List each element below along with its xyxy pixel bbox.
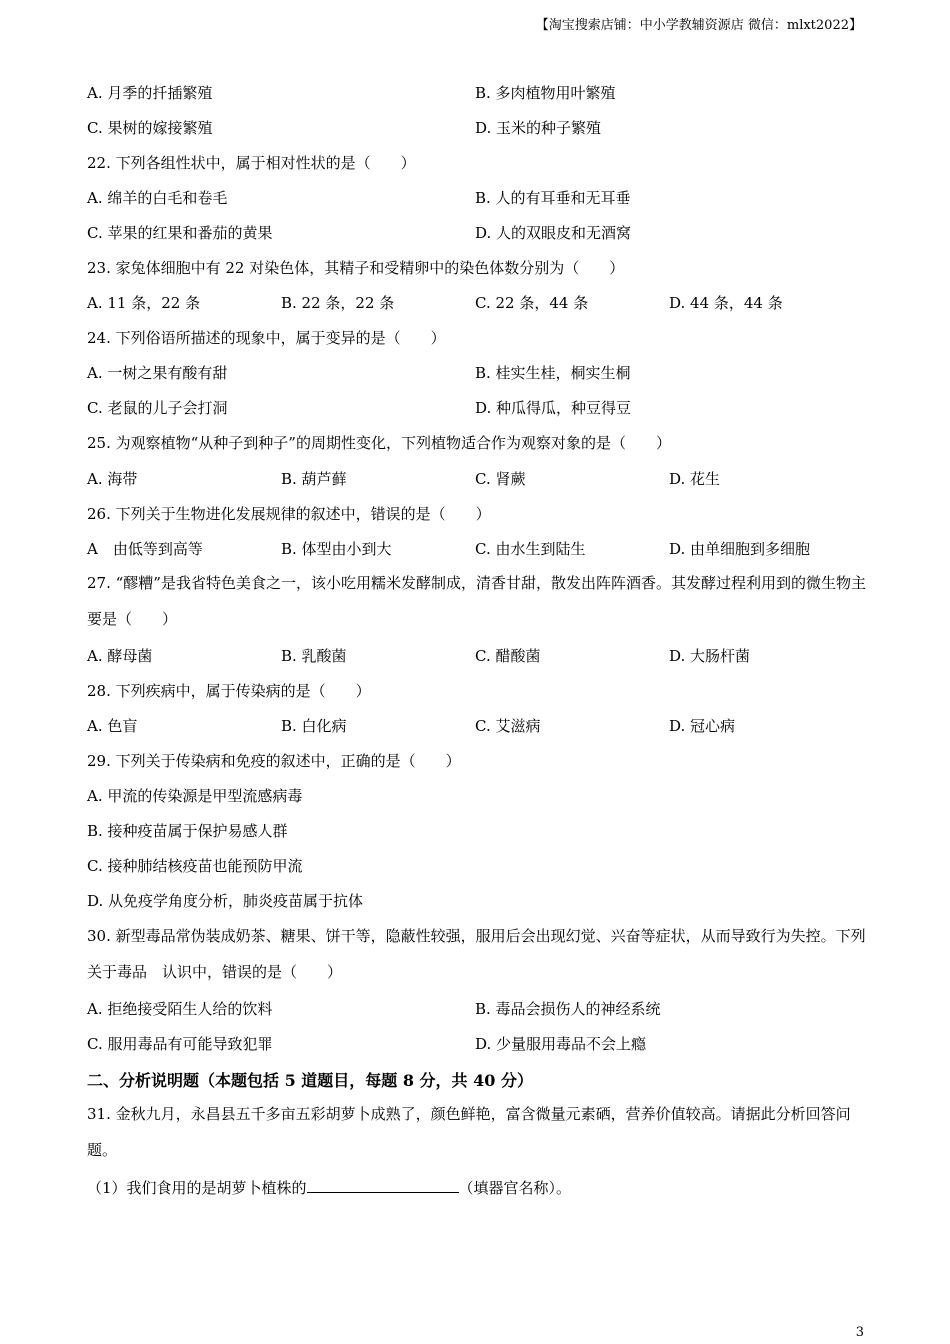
q29-option-d: D. 从免疫学角度分析，肺炎疫苗属于抗体 [87, 892, 364, 910]
q24-option-d: D. 种瓜得瓜，种豆得豆 [475, 399, 632, 417]
q28-option-c: C. 艾滋病 [475, 717, 541, 735]
q25-option-d: D. 花生 [669, 470, 721, 488]
q22-option-c: C. 苹果的红果和番茄的黄果 [87, 224, 273, 242]
q27-option-d: D. 大肠杆菌 [669, 647, 751, 665]
q23-option-a: A. 11 条，22 条 [87, 294, 201, 312]
q28-stem: 28. 下列疾病中，属于传染病的是（ ） [87, 682, 371, 700]
page-header: 【淘宝搜索店铺：中小学教辅资源店 微信：mlxt2022】 [535, 18, 862, 33]
q26-option-c: C. 由水生到陆生 [475, 540, 586, 558]
q26-option-b: B. 体型由小到大 [281, 540, 392, 558]
q26-stem: 26. 下列关于生物进化发展规律的叙述中，错误的是（ ） [87, 505, 491, 523]
q29-option-c: C. 接种肺结核疫苗也能预防甲流 [87, 857, 303, 875]
q21-option-a: A. 月季的扦插繁殖 [87, 84, 213, 102]
q24-option-c: C. 老鼠的儿子会打洞 [87, 399, 228, 417]
q22-option-b: B. 人的有耳垂和无耳垂 [475, 189, 631, 207]
answer-blank[interactable] [307, 1178, 459, 1193]
q29-option-a: A. 甲流的传染源是甲型流感病毒 [87, 787, 303, 805]
q26-option-d: D. 由单细胞到多细胞 [669, 540, 811, 558]
q29-option-b: B. 接种疫苗属于保护易感人群 [87, 822, 288, 840]
q30-stem: 30. 新型毒品常伪装成奶茶、糖果、饼干等，隐蔽性较强，服用后会出现幻觉、兴奋等症状，从而导致行为失控。下列关于毒品 认识中，错误的是（ ） [87, 927, 866, 981]
q21-option-b: B. 多肉植物用叶繁殖 [475, 84, 616, 102]
q23-option-d: D. 44 条，44 条 [669, 294, 783, 312]
section-heading: 二、分析说明题（本题包括 5 道题目，每题 8 分，共 40 分） [87, 1071, 533, 1090]
q26-option-a: A 由低等到高等 [87, 540, 203, 558]
q27-option-b: B. 乳酸菌 [281, 647, 347, 665]
q30-option-c: C. 服用毒品有可能导致犯罪 [87, 1035, 273, 1053]
q28-option-b: B. 白化病 [281, 717, 347, 735]
q23-stem: 23. 家兔体细胞中有 22 对染色体，其精子和受精卵中的染色体数分别为（ ） [87, 259, 625, 277]
q24-option-a: A. 一树之果有酸有甜 [87, 364, 228, 382]
q21-option-d: D. 玉米的种子繁殖 [475, 119, 602, 137]
page-number: 3 [855, 1325, 864, 1340]
q22-option-a: A. 绵羊的白毛和卷毛 [87, 189, 228, 207]
q27-stem: 27. “醪糟”是我省特色美食之一，该小吃用糯米发酵制成，清香甘甜，散发出阵阵酒香。其发酵过程利用到的微生物主要是（ ） [87, 574, 866, 628]
q23-option-c: C. 22 条，44 条 [475, 294, 589, 312]
q29-stem: 29. 下列关于传染病和免疫的叙述中，正确的是（ ） [87, 752, 461, 770]
q22-option-d: D. 人的双眼皮和无酒窝 [475, 224, 632, 242]
q30-option-b: B. 毒品会损伤人的神经系统 [475, 1000, 661, 1018]
q24-option-b: B. 桂实生桂，桐实生桐 [475, 364, 631, 382]
q31-sub1 [87, 1177, 571, 1198]
q30-option-d: D. 少量服用毒品不会上瘾 [475, 1035, 647, 1053]
q23-option-b: B. 22 条，22 条 [281, 294, 395, 312]
q21-option-c: C. 果树的嫁接繁殖 [87, 119, 213, 137]
q31-stem: 31. 金秋九月，永昌县五千多亩五彩胡萝卜成熟了，颜色鲜艳，富含微量元素硒，营养价值较高。请据此分析回答问题。 [87, 1105, 851, 1159]
q25-option-a: A. 海带 [87, 470, 138, 488]
q25-stem: 25. 为观察植物“从种子到种子”的周期性变化，下列植物适合作为观察对象的是（ ） [87, 434, 671, 452]
q25-option-b: B. 葫芦藓 [281, 470, 347, 488]
q25-option-c: C. 肾蕨 [475, 470, 526, 488]
q31-sub1-suffix: （填器官名称）。 [458, 1179, 572, 1197]
q31-sub1-prefix: （1）我们食用的是胡萝卜植株的 [87, 1179, 307, 1197]
q28-option-a: A. 色盲 [87, 717, 138, 735]
q27-option-a: A. 酵母菌 [87, 647, 153, 665]
q28-option-d: D. 冠心病 [669, 717, 736, 735]
q27-option-c: C. 醋酸菌 [475, 647, 541, 665]
q22-stem: 22. 下列各组性状中，属于相对性状的是（ ） [87, 154, 416, 172]
q30-option-a: A. 拒绝接受陌生人给的饮料 [87, 1000, 273, 1018]
q24-stem: 24. 下列俗语所描述的现象中，属于变异的是（ ） [87, 329, 446, 347]
